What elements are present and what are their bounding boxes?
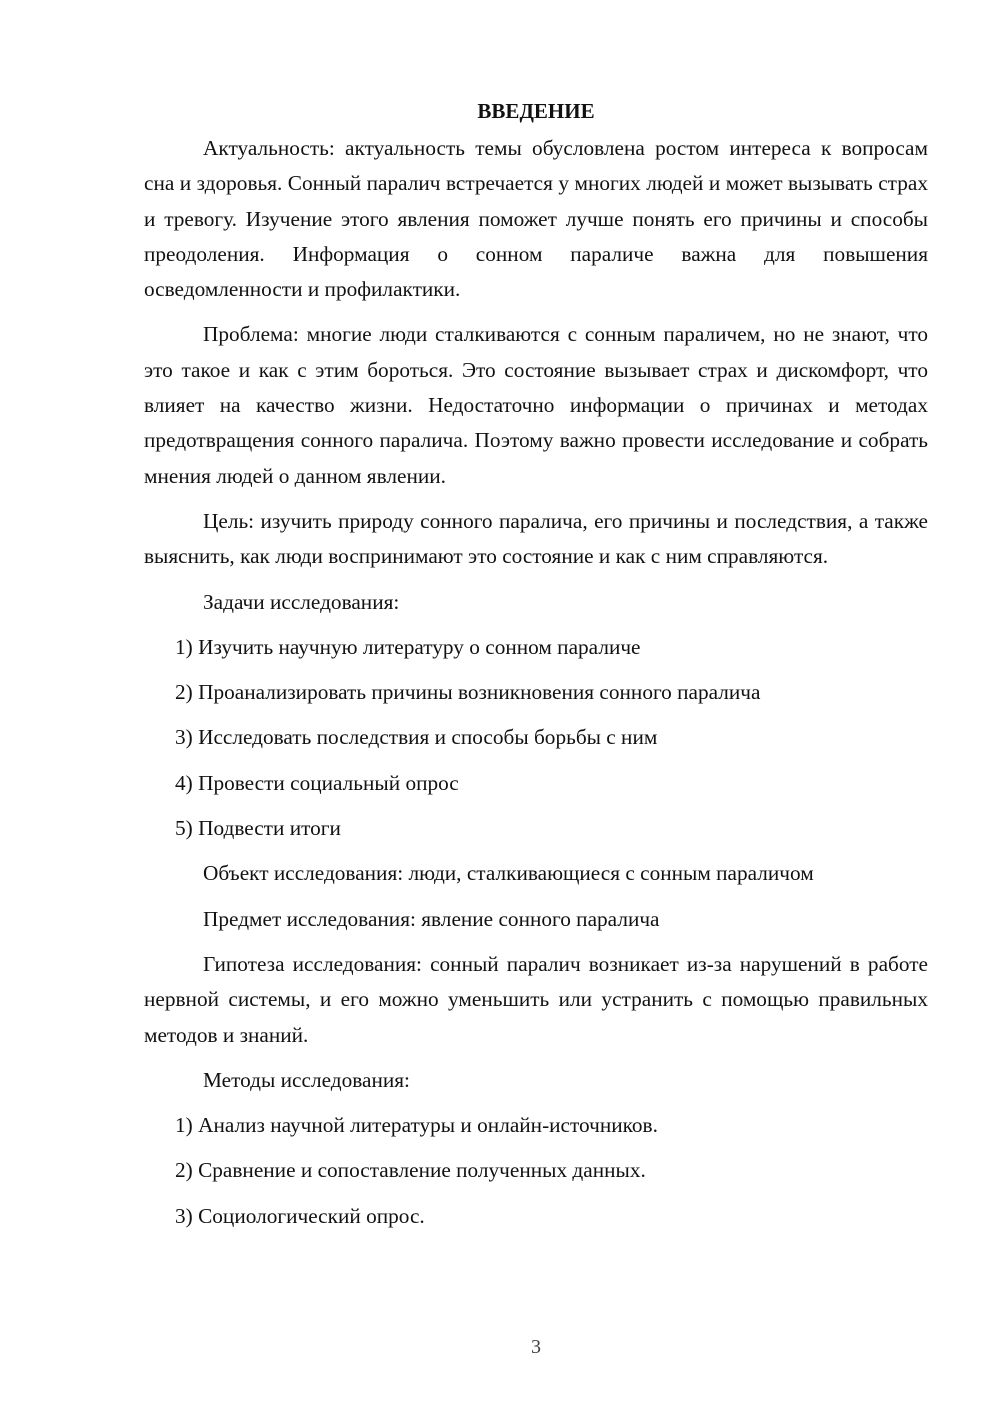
task-item: 2) Проанализировать причины возникновения сонного паралича [175, 680, 761, 705]
page-content [144, 96, 928, 1244]
page-title: ВВЕДЕНИЕ [477, 99, 595, 123]
task-item: 3) Исследовать последствия и способы борьбы с ним [175, 725, 658, 750]
method-item: 2) Сравнение и сопоставление полученных данных. [175, 1158, 646, 1183]
hypothesis-paragraph: Гипотеза исследования: сонный паралич возникает из-за нарушений в работе нервной системы, и его можно уменьшить или устранить с помощью правильных методов и знаний. [144, 951, 928, 1047]
relevance-paragraph: Актуальность: актуальность темы обусловлена ростом интереса к вопросам сна и здоровья. Сонный паралич встречается у многих людей и может вызывать страх и тревогу. Изучение этого явления поможет лучше понять его причины и способы преодоления. Информация о сонном параличе важна для повышения осведомленности и профилактики. [144, 136, 928, 302]
goal-paragraph: Цель: изучить природу сонного паралича, его причины и последствия, а также выяснить, как люди воспринимают это состояние и как с ним справляются. [144, 508, 928, 569]
research-object: Объект исследования: люди, сталкивающиеся с сонным параличом [203, 861, 814, 886]
task-item: 5) Подвести итоги [175, 816, 341, 841]
page-number: 3 [531, 1336, 541, 1358]
task-item: 1) Изучить научную литературу о сонном параличе [175, 634, 641, 659]
research-subject: Предмет исследования: явление сонного паралича [203, 906, 660, 931]
task-item: 4) Провести социальный опрос [175, 770, 459, 795]
tasks-heading: Задачи исследования: [203, 589, 400, 614]
method-item: 3) Социологический опрос. [175, 1203, 425, 1228]
method-item: 1) Анализ научной литературы и онлайн-источников. [175, 1113, 658, 1138]
methods-heading: Методы исследования: [203, 1067, 410, 1092]
problem-paragraph: Проблема: многие люди сталкиваются с сонным параличем, но не знают, что это такое и как с этим бороться. Это состояние вызывает страх и дискомфорт, что влияет на качество жизни. Недостаточно информации о причинах и методах предотвращения сонного паралича. Поэтому важно провести исследование и собрать мнения людей о данном явлении. [144, 322, 928, 488]
